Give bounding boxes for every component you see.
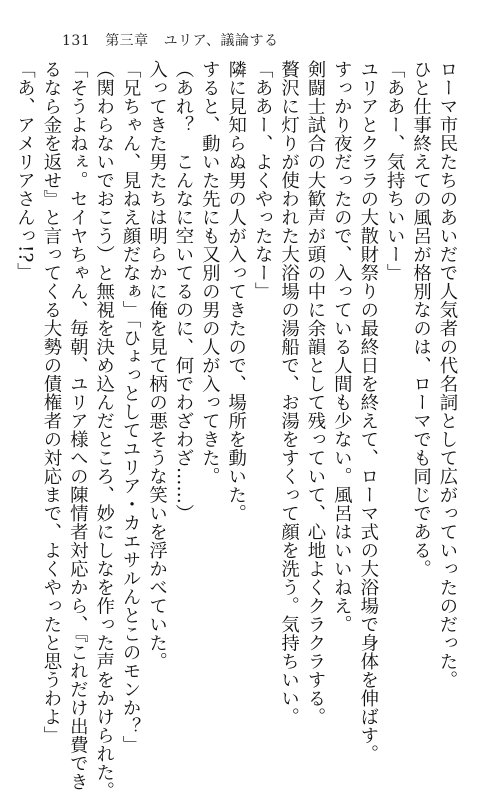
text-line: 入ってきた男たちは明らかに俺を見て柄の悪そうな笑いを浮かべていた。 <box>146 60 168 671</box>
running-header <box>62 30 289 50</box>
text-line: （あれ？ こんなに空いてるのに、何でわざわざ……） <box>172 60 194 523</box>
text-line: 「ああー、よくやったなー」 <box>252 60 274 301</box>
text-line: すると、動いた先にも又別の男の人が入ってきた。 <box>199 60 221 486</box>
text-line: ローマ市民たちのあいだで人気者の代名詞として広がっていったのだった。 <box>437 60 458 689</box>
text-line: 「ああー、気持ちいいー」 <box>384 60 406 282</box>
chapter-label: 第三章 <box>105 33 149 49</box>
page-number: 131 <box>62 33 91 49</box>
text-line: 剣闘士試合の大歓声が頭の中に余韻として残っていて、心地よくクラクラする。 <box>304 60 326 726</box>
text-line: 「そうよねぇ。セイヤちゃん、毎朝、ユリア様への陳情者対応から、『これだけ出費でき <box>67 60 89 791</box>
text-line: すっかり夜だったので、入っている人間も少ない。風呂はいいねえ。 <box>331 60 353 634</box>
text-line: 贅沢に灯りが使われた大浴場の湯船で、お湯をすくって顔を洗う。気持ちいい。 <box>278 60 300 726</box>
text-line: 「兄ちゃん、見ねえ顔だなぁ」「ひょっとしてユリア・カエサルんとこのモンか？」 <box>120 60 142 754</box>
chapter-title: ユリア、議論する <box>163 33 279 49</box>
text-line: 隣に見知らぬ男の人が入ってきたので、場所を動いた。 <box>225 60 247 523</box>
text-line: （関わらないでおこう）と無視を決め込んだところ、妙にしなを作った声をかけられた。 <box>93 60 115 800</box>
text-line: るなら金を返せ』と言ってくる大勢の債権者の対応まで、よくやったと思うわよ」 <box>40 60 62 745</box>
body-text <box>14 60 460 800</box>
text-line: 「あ、アメリアさんっ!?」 <box>14 60 36 281</box>
text-line: ひと仕事終えての風呂が格別なのは、ローマでも同じである。 <box>410 60 432 578</box>
text-line: ユリアとクララの大散財祭りの最終日を終えて、ローマ式の大浴場で身体を伸ばす。 <box>357 60 379 763</box>
